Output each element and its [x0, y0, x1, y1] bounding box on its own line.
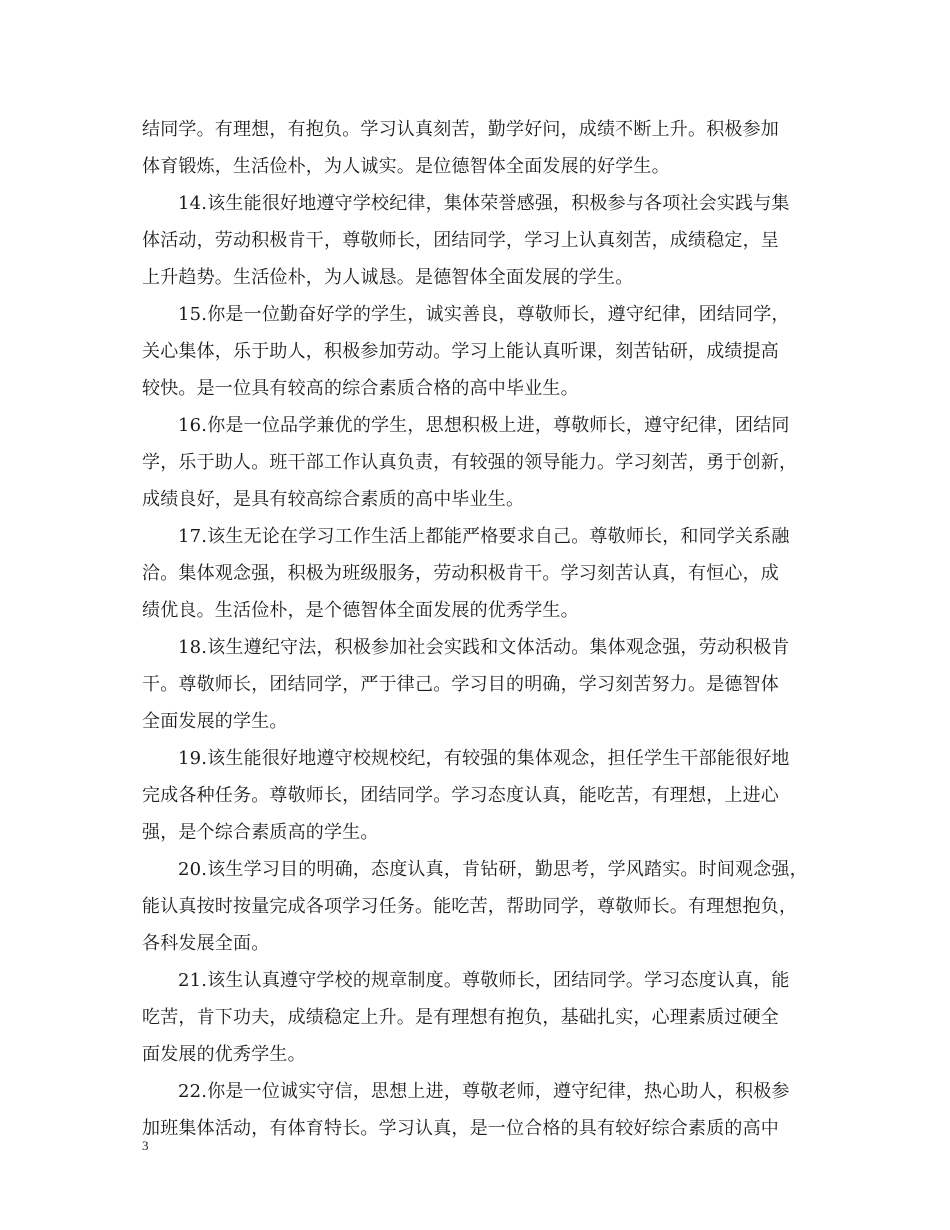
text-line: 上升趋势。生活俭朴，为人诚恳。是德智体全面发展的学生。 [142, 267, 634, 288]
page-number: 3 [142, 1138, 149, 1153]
paragraph-item-19 [142, 740, 814, 851]
paragraph-item-21 [142, 962, 814, 1073]
text-line: 关心集体，乐于助人，积极参加劳动。学习上能认真听课，刻苦钻研，成绩提高 [142, 341, 779, 362]
text-line: 全面发展的学生。 [142, 711, 288, 732]
text-line: 15.你是一位勤奋好学的学生，诚实善良，尊敬师长，遵守纪律，团结同学， [178, 304, 790, 325]
text-line: 强，是个综合素质高的学生。 [142, 822, 379, 843]
paragraph-item-20 [142, 851, 814, 962]
paragraph-item-14 [142, 185, 814, 296]
text-line: 面发展的优秀学生。 [142, 1044, 306, 1065]
text-line: 各科发展全面。 [142, 933, 270, 954]
text-line: 干。尊敬师长，团结同学，严于律己。学习目的明确，学习刻苦努力。是德智体 [142, 674, 779, 695]
text-line: 14.该生能很好地遵守学校纪律，集体荣誉感强，积极参与各项社会实践与集 [178, 193, 790, 214]
paragraph-item-17 [142, 518, 814, 629]
text-line: 能认真按时按量完成各项学习任务。能吃苦，帮助同学，尊敬师长。有理想抱负， [142, 896, 798, 917]
paragraph-item-22 [142, 1073, 814, 1147]
text-line: 体活动，劳动积极肯干，尊敬师长，团结同学，学习上认真刻苦，成绩稳定，呈 [142, 230, 779, 251]
text-line: 结同学。有理想，有抱负。学习认真刻苦，勤学好问，成绩不断上升。积极参加 [142, 119, 779, 140]
text-line: 21.该生认真遵守学校的规章制度。尊敬师长，团结同学。学习态度认真，能 [178, 970, 790, 991]
text-line: 完成各种任务。尊敬师长，团结同学。学习态度认真，能吃苦，有理想，上进心 [142, 785, 779, 806]
text-line: 绩优良。生活俭朴，是个德智体全面发展的优秀学生。 [142, 600, 579, 621]
text-line: 19.该生能很好地遵守校规校纪，有较强的集体观念，担任学生干部能很好地 [178, 748, 790, 769]
text-line: 18.该生遵纪守法，积极参加社会实践和文体活动。集体观念强，劳动积极肯 [178, 637, 790, 658]
text-line: 吃苦，肯下功夫，成绩稳定上升。是有理想有抱负，基础扎实，心理素质过硬全 [142, 1007, 779, 1028]
paragraph-item-15 [142, 296, 814, 407]
text-line: 成绩良好，是具有较高综合素质的高中毕业生。 [142, 489, 525, 510]
text-line: 洽。集体观念强，积极为班级服务，劳动积极肯干。学习刻苦认真，有恒心，成 [142, 563, 779, 584]
text-line: 加班集体活动，有体育特长。学习认真，是一位合格的具有较好综合素质的高中 [142, 1118, 779, 1139]
body-text [142, 111, 814, 1147]
paragraph-item-18 [142, 629, 814, 740]
text-line: 较快。是一位具有较高的综合素质合格的高中毕业生。 [142, 378, 579, 399]
text-line: 20.该生学习目的明确，态度认真，肯钻研，勤思考，学风踏实。时间观念强， [178, 859, 808, 880]
paragraph-continued [142, 111, 814, 185]
paragraph-item-16 [142, 407, 814, 518]
text-line: 16.你是一位品学兼优的学生，思想积极上进，尊敬师长，遵守纪律，团结同 [178, 415, 790, 436]
text-line: 22.你是一位诚实守信，思想上进，尊敬老师，遵守纪律，热心助人，积极参 [178, 1081, 790, 1102]
text-line: 体育锻炼，生活俭朴，为人诚实。是位德智体全面发展的好学生。 [142, 156, 670, 177]
text-line: 17.该生无论在学习工作生活上都能严格要求自己。尊敬师长，和同学关系融 [178, 526, 790, 547]
text-line: 学，乐于助人。班干部工作认真负责，有较强的领导能力。学习刻苦，勇于创新， [142, 452, 798, 473]
